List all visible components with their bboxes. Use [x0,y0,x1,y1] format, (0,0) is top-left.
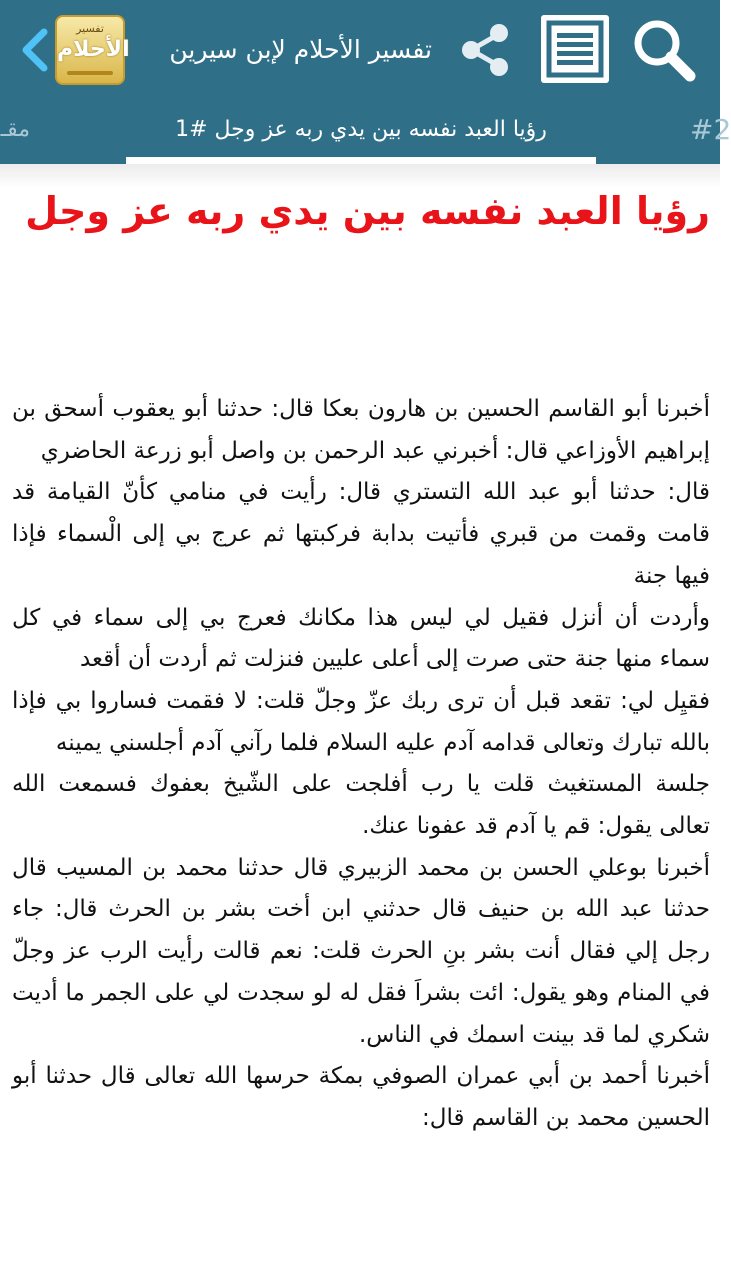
article-content[interactable] [0,164,720,1280]
article-title: رؤيا العبد نفسه بين يدي ربه عز وجل [25,189,710,233]
article-paragraph: أخبرنا بوعلي الحسن بن محمد الزبيري قال حدثنا محمد بن المسيب قال حدثنا عبد الله بن حنيف قال حدثني ابن أخت بشر بن الحرث قال: جاء رجل إلي فقال أنت بشر بنِ الحرث قلت: نعم قالت رأيت الرب عز وجلّ في المنام وهو يقول: ائت بشراَ فقل له لو سجدت لي على الجمر ما أديت شكري لما قد بينت اسمك في الناس. [12,854,710,1048]
chevron-left-icon[interactable] [14,28,54,72]
article-body [12,389,710,1140]
article-paragraph: وأردت أن أنزل فقيل لي ليس هذا مكانك فعرج بي إلى سماء في كل سماء منها جنة حتى صرت إلى أعلى عليين فنزلت ثم أردت أن أقعد [12,604,710,673]
article-paragraph: أخبرنا أحمد بن أبي عمران الصوفي بمكة حرسها الله تعالى قال حدثنا أبو الحسين محمد بن القاسم قال: [12,1063,710,1131]
menu-button[interactable] [541,15,609,83]
tab-active[interactable]: رؤيا العبد نفسه بين يدي ربه عز وجل #1 [175,117,547,142]
tab-indicator [126,157,596,164]
search-icon[interactable] [628,14,700,86]
tab-bar [0,100,731,164]
article-paragraph: فقيِل لي: تقعد قبل أن ترى ربك عزّ وجلّ قلت: لا فقمت فساروا بي فإذا بالله تبارك وتعالى قدامه آدم عليه السلام فلما رآني آدم أجلسني يمينه [12,687,710,756]
logo-decoration [67,71,113,75]
article-paragraph: أخبرنا أبو القاسم الحسين بن هارون بعكا قال: حدثنا أبو يعقوب أسحق بن إبراهيم الأوزاعي قال: أخبرني عبد الرحمن بن واصل أبو زرعة الحاضري [12,396,710,464]
share-icon[interactable] [455,20,515,80]
tab-previous[interactable]: مقـ [0,117,30,142]
tab-next[interactable]: #2 [690,113,731,146]
article-paragraph: قال: حدثنا أبو عبد الله التستري قال: رأيت في منامي كأنّ القيامة قد قامت وقمت من قبري فأتيت بدابة فركبتها ثم عرج بي إلى الْسماء فإذا فيها جنة [12,479,710,589]
logo-large-text: الأحلام [57,37,130,62]
list-menu-icon [541,15,609,83]
app-logo[interactable] [55,15,130,85]
app-bar [0,0,720,100]
logo-small-text: تفسير [76,22,104,35]
app-title: تفسير الأحلام لإبن سيرين [169,35,432,64]
article-paragraph: جلسة المستغيث قلت يا رب أفلجت على الشّيخ بعفوك فسمعت الله تعالى يقول: قم يا آدم قد عفونا عنك. [12,771,710,840]
